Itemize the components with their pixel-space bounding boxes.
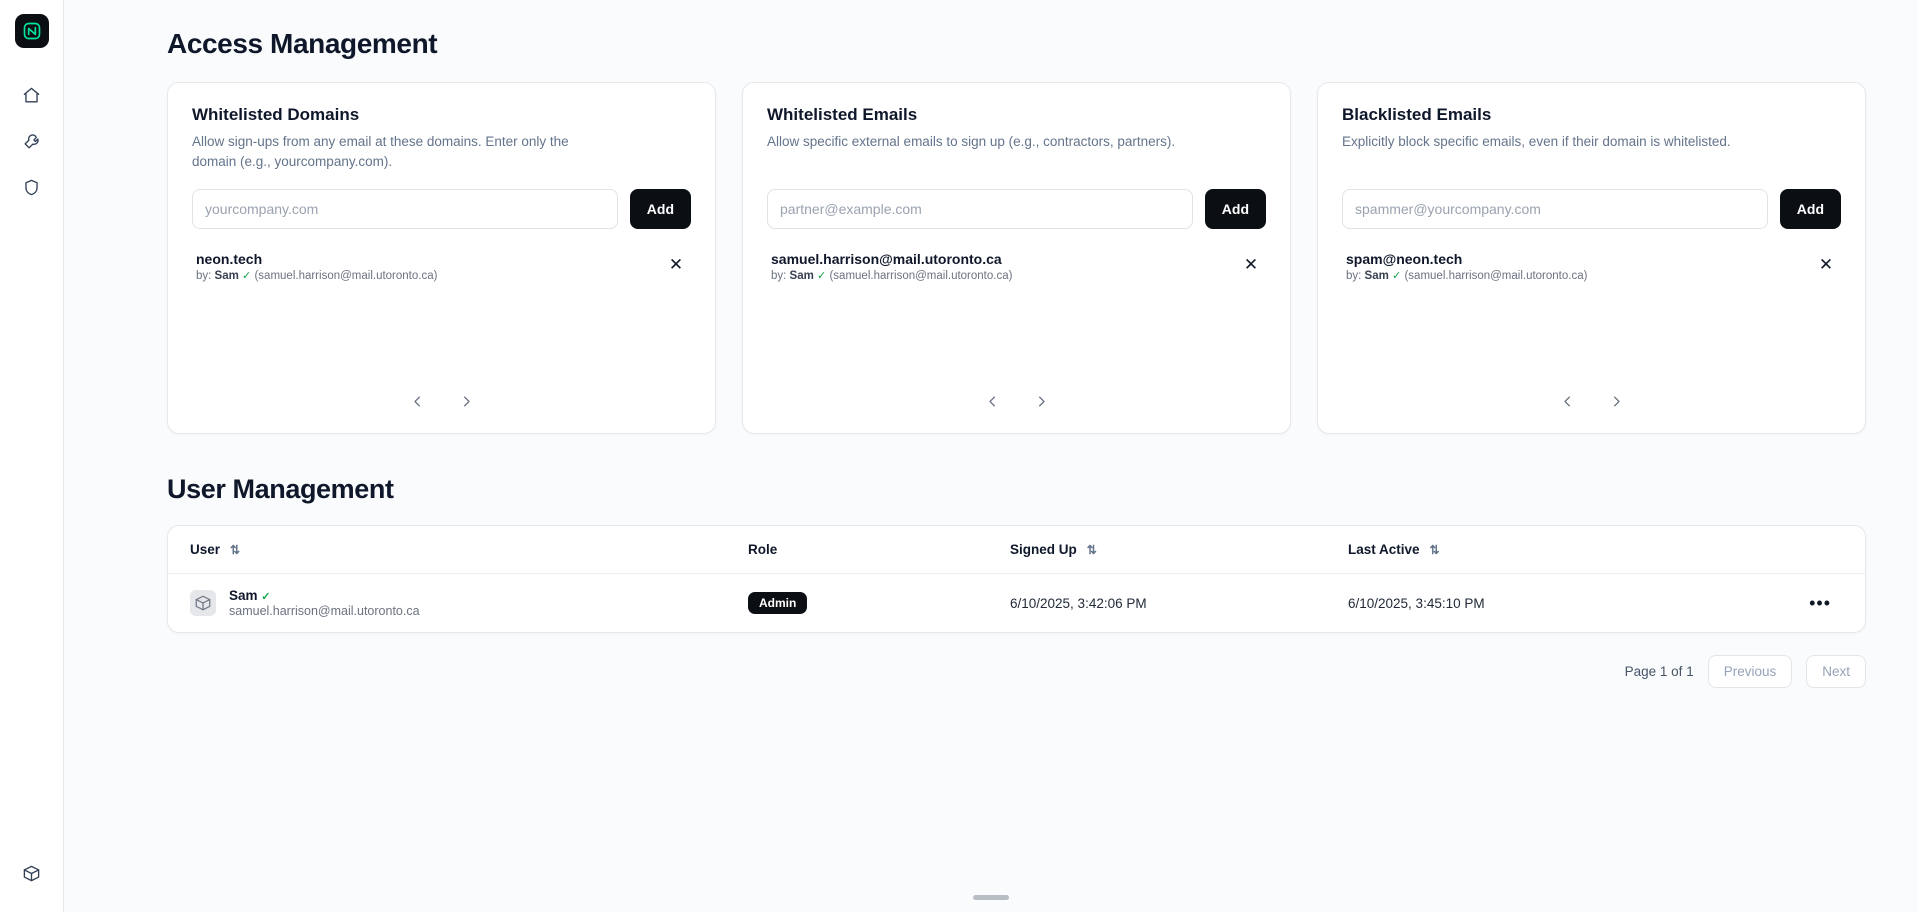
list-item — [192, 247, 691, 286]
previous-page-button[interactable]: Previous — [1708, 655, 1793, 688]
cell-role — [748, 574, 1010, 633]
entry-meta — [1346, 269, 1587, 282]
chevron-right-icon — [459, 394, 474, 409]
entry-name: samuel.harrison@mail.utoronto.ca — [771, 251, 1002, 267]
entry-by-name: Sam — [1364, 270, 1389, 282]
user-email: samuel.harrison@mail.utoronto.ca — [229, 604, 420, 619]
column-label-role: Role — [748, 542, 778, 558]
card-title: Whitelisted Emails — [767, 105, 918, 124]
user-cell — [190, 588, 748, 618]
blacklist-email-entry-list — [1342, 247, 1841, 390]
add-blacklist-email-button[interactable]: Add — [1780, 189, 1841, 229]
column-header-role — [748, 526, 1010, 574]
entry-by-email: (samuel.harrison@mail.utoronto.ca) — [829, 270, 1013, 282]
entry-by-email: (samuel.harrison@mail.utoronto.ca) — [254, 270, 438, 283]
column-label-signed-up: Signed Up — [1010, 542, 1077, 557]
sidebar-item-tools[interactable] — [13, 122, 51, 160]
verified-icon: ✓ — [261, 591, 271, 604]
row-more-button[interactable]: ••• — [1801, 591, 1839, 616]
entry-meta — [196, 269, 437, 282]
chevron-left-icon — [410, 394, 425, 409]
entry-by-name: Sam — [214, 270, 239, 283]
blacklist-emails-pager — [1342, 390, 1841, 419]
column-label-last-active: Last Active — [1348, 542, 1420, 557]
add-domain-button[interactable]: Add — [630, 189, 691, 229]
shield-icon — [22, 178, 41, 197]
user-name-text: Sam — [229, 588, 258, 604]
chevron-right-icon — [1609, 394, 1624, 409]
table-head — [168, 526, 1865, 574]
entry-by-prefix: by: — [771, 270, 787, 282]
column-header-user — [168, 526, 748, 574]
neon-logo[interactable] — [15, 14, 49, 48]
card-description: Explicitly block specific emails, even if their domain is whitelisted. — [1342, 134, 1731, 149]
sort-last-active-icon[interactable]: ⇅ — [1429, 543, 1440, 558]
entry-by-prefix: by: — [196, 270, 212, 283]
column-label-user: User — [190, 542, 221, 557]
card-title: Whitelisted Domains — [192, 105, 360, 124]
pager-previous-button[interactable] — [979, 390, 1006, 413]
add-whitelist-email-button[interactable]: Add — [1205, 189, 1266, 229]
user-name — [229, 588, 420, 603]
sort-signed-up-icon[interactable]: ⇅ — [1086, 543, 1097, 558]
card-blacklisted-emails — [1317, 82, 1866, 434]
next-page-button[interactable]: Next — [1806, 655, 1866, 688]
add-domain-row — [192, 189, 691, 229]
chevron-right-icon — [1034, 394, 1049, 409]
card-description: Allow specific external emails to sign up (e.g., contractors, partners). — [767, 134, 1176, 149]
entry-by-email: (samuel.harrison@mail.utoronto.ca) — [1404, 270, 1588, 282]
box-icon — [194, 594, 212, 612]
column-header-last-active — [1348, 526, 1678, 574]
user-text — [229, 588, 420, 618]
access-cards — [167, 82, 1866, 434]
entry-name: spam@neon.tech — [1346, 251, 1463, 267]
sidebar-item-home[interactable] — [13, 76, 51, 114]
add-email-row — [767, 189, 1266, 229]
verified-icon: ✓ — [817, 270, 827, 282]
column-header-actions — [1678, 526, 1865, 574]
main-content — [64, 0, 1918, 912]
blacklist-email-input[interactable] — [1342, 189, 1768, 229]
card-description: Allow sign-ups from any email at these domains. Enter only the domain (e.g., yourcompany.com). — [192, 134, 569, 169]
list-item — [767, 247, 1266, 286]
cell-last-active: 6/10/2025, 3:45:10 PM — [1348, 595, 1485, 611]
window-resize-handle[interactable] — [973, 895, 1009, 900]
table-header-row — [168, 526, 1865, 574]
table-body — [168, 574, 1865, 633]
entry-name: neon.tech — [196, 251, 263, 268]
whitelist-email-input[interactable] — [767, 189, 1193, 229]
user-table — [167, 525, 1866, 633]
avatar — [190, 590, 216, 616]
domain-input[interactable] — [192, 189, 618, 229]
verified-icon: ✓ — [242, 270, 252, 283]
pager-previous-button[interactable] — [404, 390, 431, 413]
entry-by-name: Sam — [789, 270, 814, 282]
domains-pager — [192, 390, 691, 419]
table-row[interactable] — [168, 574, 1865, 633]
add-blacklist-row — [1342, 189, 1841, 229]
remove-entry-button[interactable]: ✕ — [1813, 251, 1839, 277]
chevron-left-icon — [1560, 394, 1575, 409]
entry-by-prefix: by: — [1346, 270, 1362, 282]
list-item — [1342, 247, 1841, 286]
cell-signed-up: 6/10/2025, 3:42:06 PM — [1010, 595, 1147, 611]
pager-previous-button[interactable] — [1554, 390, 1581, 413]
wrench-icon — [22, 132, 41, 151]
remove-entry-button[interactable]: ✕ — [663, 251, 689, 277]
domain-entry-list — [192, 247, 691, 390]
entry-main — [771, 251, 1012, 282]
entry-main — [1346, 251, 1587, 282]
chevron-left-icon — [985, 394, 1000, 409]
column-header-signed-up — [1010, 526, 1348, 574]
verified-icon: ✓ — [1392, 270, 1402, 282]
page-info: Page 1 of 1 — [1624, 664, 1694, 680]
home-icon — [22, 86, 41, 105]
page-title: Access Management — [167, 28, 438, 59]
pager-next-button[interactable] — [1028, 390, 1055, 413]
table-footer — [167, 655, 1866, 688]
cell-user — [168, 574, 748, 633]
card-whitelisted-domains — [167, 82, 716, 434]
card-title: Blacklisted Emails — [1342, 105, 1492, 124]
entry-meta — [771, 269, 1012, 282]
sidebar-item-security[interactable] — [13, 168, 51, 206]
sidebar-item-package[interactable] — [13, 854, 51, 892]
whitelist-email-entry-list — [767, 247, 1266, 390]
entry-main — [196, 251, 437, 282]
cell-actions — [1678, 574, 1865, 633]
sidebar — [0, 0, 64, 912]
user-table-element — [168, 526, 1865, 632]
sort-user-icon[interactable]: ⇅ — [230, 543, 241, 558]
whitelist-emails-pager — [767, 390, 1266, 419]
box-icon — [22, 864, 41, 883]
pager-next-button[interactable] — [453, 390, 480, 413]
card-whitelisted-emails — [742, 82, 1291, 434]
status-badge: Admin — [748, 592, 807, 614]
user-management-title: User Management — [167, 474, 394, 504]
remove-entry-button[interactable]: ✕ — [1238, 251, 1264, 277]
pager-next-button[interactable] — [1603, 390, 1630, 413]
